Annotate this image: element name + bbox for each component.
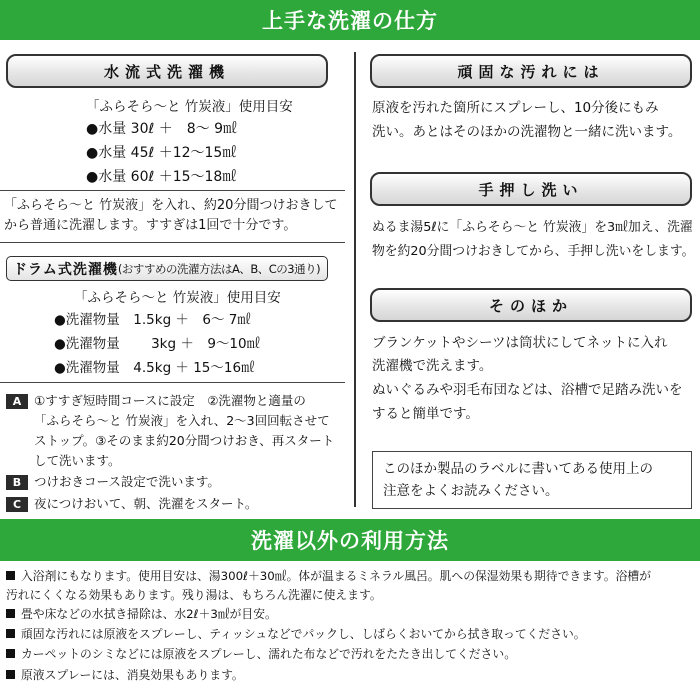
notice-box — [372, 451, 692, 509]
method-a-line-4: して洗います。 — [34, 453, 121, 468]
stubborn-title: 頑固な汚れには — [370, 54, 692, 88]
other-use-item: 畳や床などの水拭き掃除は、水2ℓ＋3㎖が目安。 — [6, 605, 277, 624]
section-title-banner: 上手な洗濯の仕方 — [0, 0, 700, 40]
column-divider — [354, 52, 356, 507]
other-line-1: ブランケットやシーツは筒状にしてネットに入れ — [372, 335, 668, 351]
drum-title-box — [6, 256, 328, 281]
washer-title: 水流式洗濯機 — [6, 54, 328, 88]
bullet-square-icon — [6, 649, 15, 658]
method-a-line-1: ①すすぎ短時間コースに設定 ②洗濯物と適量の — [34, 393, 306, 408]
other-line-3: ぬいぐるみや羽毛布団などは、浴槽で足踏み洗いを — [372, 382, 683, 398]
other-title: そのほか — [370, 288, 692, 322]
method-c-label: C — [6, 497, 28, 512]
washer-desc-line-2: から普通に洗濯します。すすぎは1回で十分です。 — [4, 218, 297, 233]
handwash-line-2: 物を約20分間つけおきしてから、手押し洗いをします。 — [372, 244, 695, 259]
drum-row-1: ●洗濯物量 1.5kg ＋ 6〜 7㎖ — [54, 312, 251, 328]
washer-row-1: ●水量 30ℓ ＋ 8〜 9㎖ — [86, 121, 237, 137]
stubborn-line-2: 洗い。あとはそのほかの洗濯物と一緒に洗います。 — [372, 124, 682, 140]
bullet-square-icon — [6, 571, 15, 580]
divider — [0, 382, 345, 383]
other-use-item: カーペットのシミなどには原液をスプレーし、濡れた布などで汚れをたたき出してください。 — [6, 645, 516, 664]
handwash-title: 手押し洗い — [370, 172, 692, 206]
other-use-item-continuation: 汚れにくくなる効果もあります。残り湯は、もちろん洗濯に使えます。 — [6, 588, 382, 602]
method-c-text: 夜につけおいて、朝、洗濯をスタート。 — [34, 496, 258, 511]
drum-row-3: ●洗濯物量 4.5kg ＋ 15〜16㎖ — [54, 360, 255, 376]
method-b-text: つけおきコース設定で洗います。 — [34, 474, 220, 489]
handwash-line-1: ぬるま湯5ℓに「ふらそら〜と 竹炭液」を3㎖加え、洗濯 — [372, 220, 693, 235]
notice-line-1: このほか製品のラベルに書いてある使用上の — [383, 461, 653, 477]
other-use-item: 入浴剤にもなります。使用目安は、湯300ℓ＋30㎖。体が温まるミネラル風呂。肌への保湿効果も期待できます。浴槽が — [6, 567, 651, 586]
method-a-label: A — [6, 394, 28, 409]
method-a-line-3: ストップ。③そのまま約20分間つけおき、再スタート — [34, 433, 335, 448]
other-use-item: 原液スプレーには、消臭効果もあります。 — [6, 666, 244, 685]
method-b-label: B — [6, 475, 28, 490]
drum-row-2: ●洗濯物量 3kg ＋ 9〜10㎖ — [54, 336, 261, 352]
drum-title: ドラム式洗濯機 — [13, 261, 118, 278]
washer-usage-heading: 「ふらそら〜と 竹炭液」使用目安 — [86, 99, 293, 115]
divider — [0, 242, 345, 243]
bullet-square-icon — [6, 629, 15, 638]
washer-row-3: ●水量 60ℓ ＋15〜18㎖ — [86, 169, 237, 185]
stubborn-line-1: 原液を汚れた箇所にスプレーし、10分後にもみ — [372, 100, 659, 116]
other-line-4: すると簡単です。 — [372, 406, 479, 422]
drum-note: (おすすめの洗濯方法はA、B、Cの3通り) — [117, 261, 321, 276]
notice-line-2: 注意をよくお読みください。 — [383, 483, 559, 499]
divider — [0, 190, 345, 191]
other-use-item: 頑固な汚れには原液をスプレーし、ティッシュなどでパックし、しばらくおいてから拭き取ってください。 — [6, 625, 586, 644]
drum-usage-heading: 「ふらそら〜と 竹炭液」使用目安 — [74, 290, 281, 306]
washer-row-2: ●水量 45ℓ ＋12〜15㎖ — [86, 145, 237, 161]
bullet-square-icon — [6, 670, 15, 679]
bullet-square-icon — [6, 609, 15, 618]
section-title-banner-other-uses: 洗濯以外の利用方法 — [0, 519, 700, 561]
method-a-line-2: 「ふらそら〜と 竹炭液」を入れ、2〜3回回転させて — [34, 413, 330, 428]
washer-desc-line-1: 「ふらそら〜と 竹炭液」を入れ、約20分間つけおきして — [4, 198, 338, 213]
other-line-2: 洗濯機で洗えます。 — [372, 358, 493, 374]
